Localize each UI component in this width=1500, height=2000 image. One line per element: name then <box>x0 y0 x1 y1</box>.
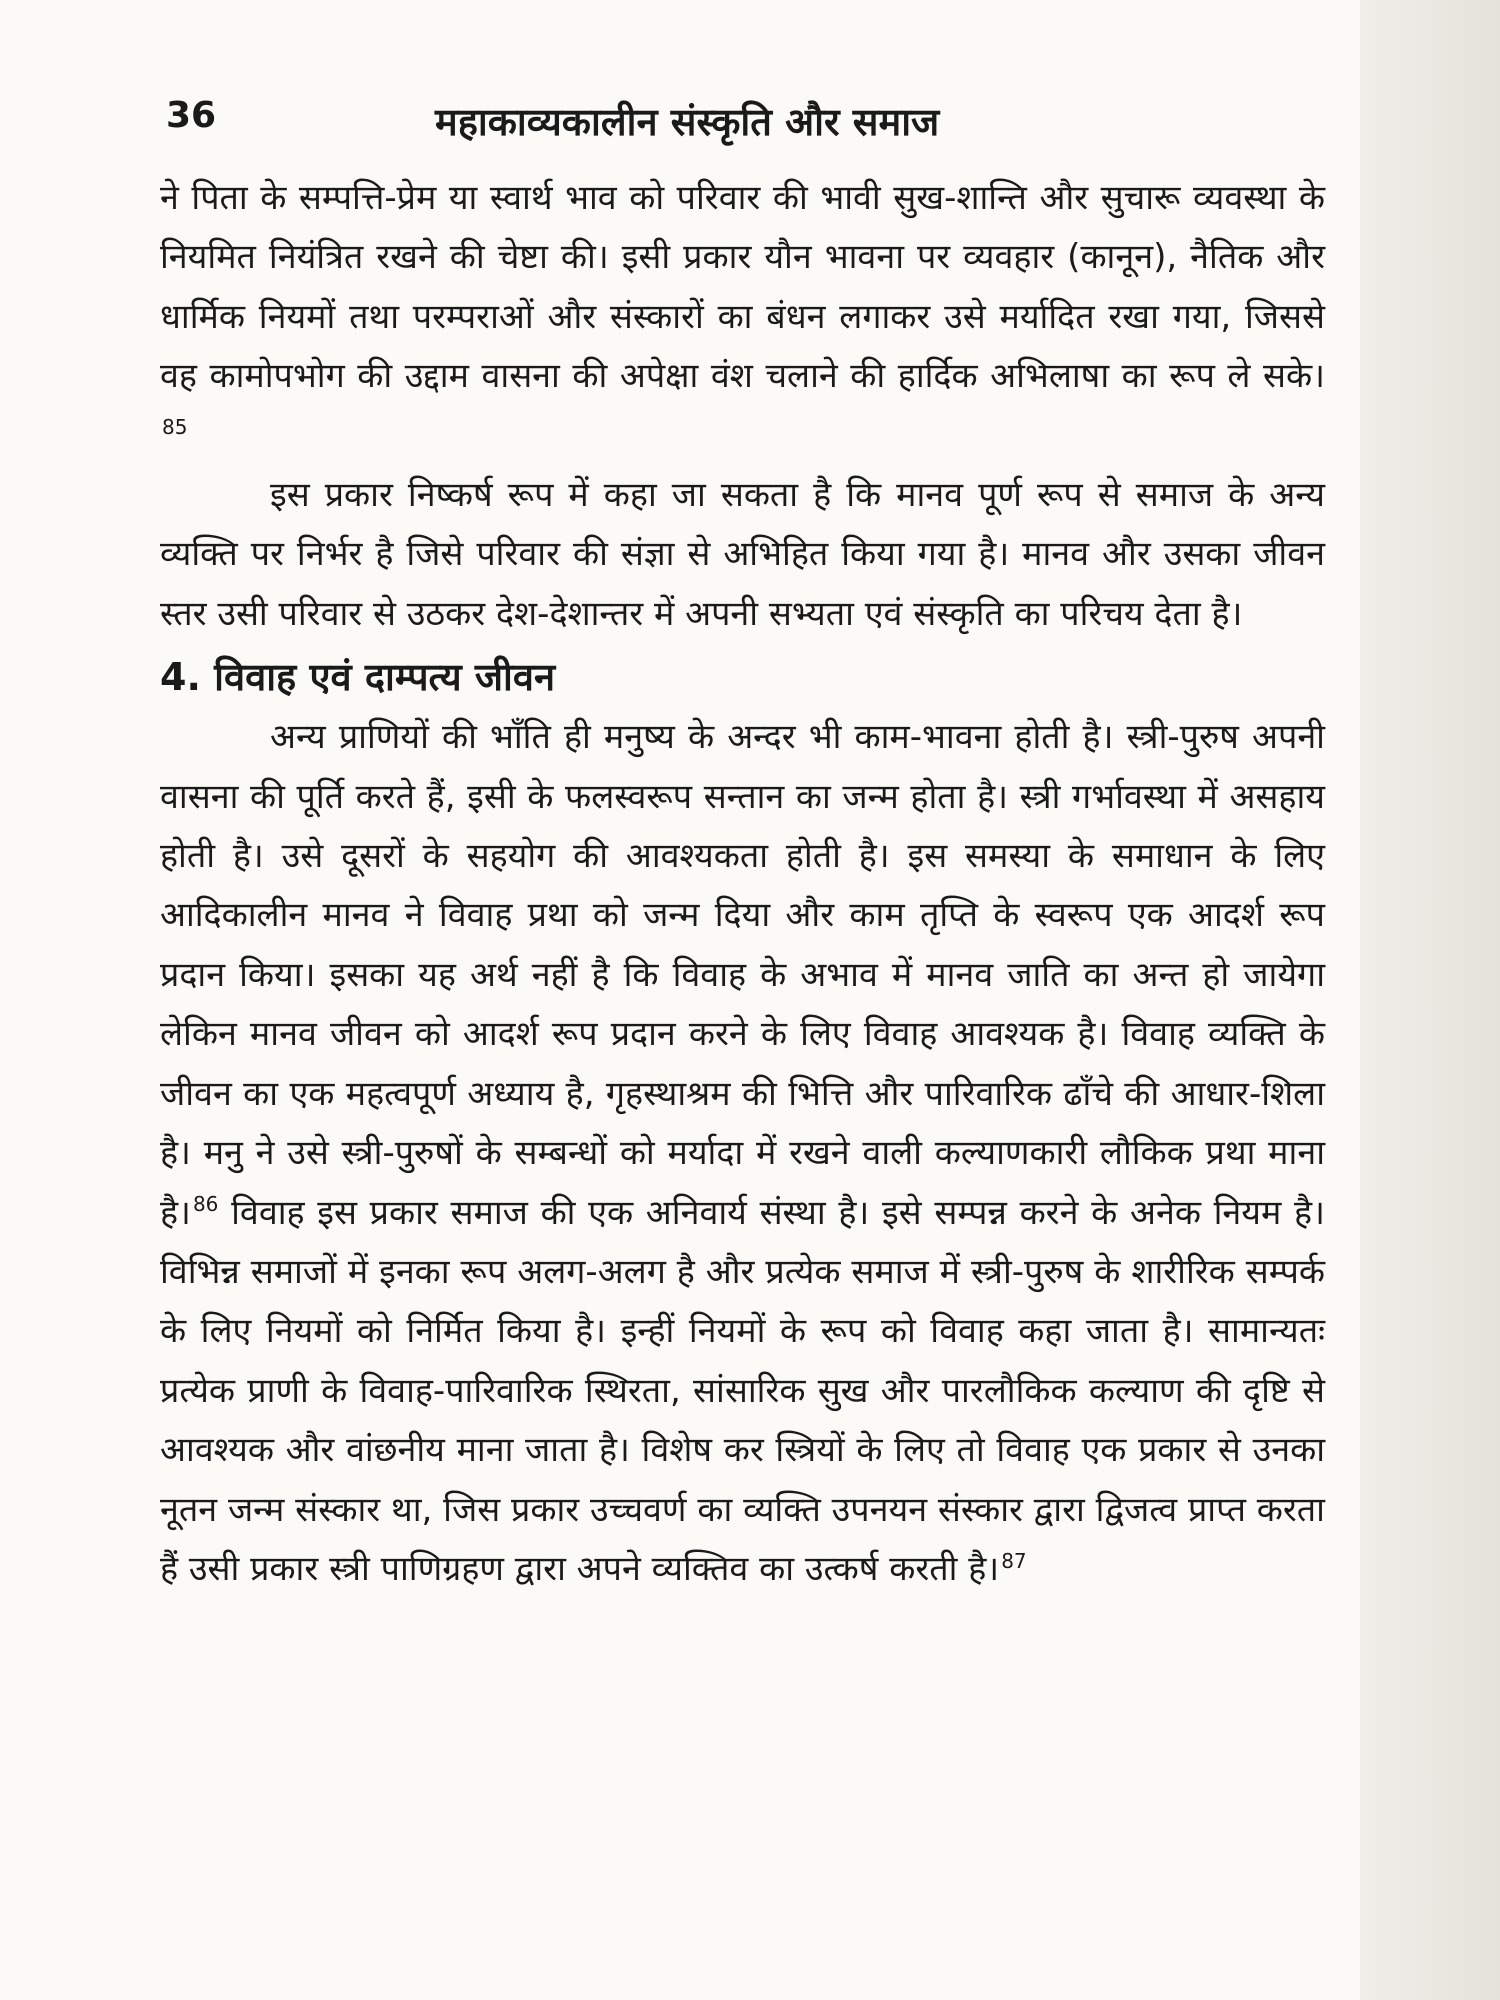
section-heading: 4. विवाह एवं दाम्पत्य जीवन <box>160 655 556 700</box>
footnote-marker: 87 <box>1001 1548 1027 1573</box>
paragraph-text: इस प्रकार निष्कर्ष रूप में कहा जा सकता है कि मानव पूर्ण रूप से समाज के अन्य व्यक्ति पर निर्भर है जिसे परिवार की संज्ञा से अभिहित किया गया है। मानव और उसका जीवन स्तर उसी परिवार से उठकर देश-देशान्तर में अपनी सभ्यता एवं संस्कृति का परिचय देता है। <box>160 475 1325 634</box>
paragraph-text: ने पिता के सम्पत्ति-प्रेम या स्वार्थ भाव को परिवार की भावी सुख-शान्ति और सुचारू व्यवस्था के नियमित नियंत्रित रखने की चेष्टा की। इसी प्रकार यौन भावना पर व्यवहार (कानून), नैतिक और धार्मिक नियमों तथा परम्पराओं और संस्कारों का बंधन लगाकर उसे मर्यादित रखा गया, जिससे वह कामोपभोग की उद्दाम वासना की अपेक्षा वंश चलाने की हार्दिक अभिलाषा का रूप ले सके। <box>160 178 1325 397</box>
paragraph-text: विवाह इस प्रकार समाज की एक अनिवार्य संस्था है। इसे सम्पन्न करने के अनेक नियम है। विभिन्न समाजों में इनका रूप अलग-अलग है और प्रत्येक समाज में स्त्री-पुरुष के शारीरिक सम्पर्क के लिए नियमों को निर्मित किया है। इन्हीं नियमों के रूप को विवाह कहा जाता है। सामान्यतः प्रत्येक प्राणी के विवाह-पारिवारिक स्थिरता, सांसारिक सुख और पारलौकिक कल्याण की दृष्टि से आवश्यक और वांछनीय माना जाता है। विशेष कर स्त्रियों के लिए तो विवाह एक प्रकार से उनका नूतन जन्म संस्कार था, जिस प्रकार उच्चवर्ण का व्यक्ति उपनयन संस्कार द्वारा द्विजत्व प्राप्त करता हैं उसी प्रकार स्त्री पाणिग्रहण द्वारा अपने व्यक्तिव का उत्कर्ष करती है। <box>160 1192 1325 1589</box>
page-header <box>160 95 1325 155</box>
paragraph-text: अन्य प्राणियों की भाँति ही मनुष्य के अन्दर भी काम-भावना होती है। स्त्री-पुरुष अपनी वासना की पूर्ति करते हैं, इसी के फलस्वरूप सन्तान का जन्म होता है। स्त्री गर्भावस्था में असहाय होती है। उसे दूसरों के सहयोग की आवश्यकता होती है। इस समस्या के समाधान के लिए आदिकालीन मानव ने विवाह प्रथा को जन्म दिया और काम तृप्ति के स्वरूप एक आदर्श रूप प्रदान किया। इसका यह अर्थ नहीं है कि विवाह के अभाव में मानव जाति का अन्त हो जायेगा लेकिन मानव जीवन को आदर्श रूप प्रदान करने के लिए विवाह आवश्यक है। विवाह व्यक्ति के जीवन का एक महत्वपूर्ण अध्याय है, गृहस्थाश्रम की भित्ति और पारिवारिक ढाँचे की आधार-शिला है। मनु ने उसे स्त्री-पुरुषों के सम्बन्धों को मर्यादा में रखने वाली कल्याणकारी लौकिक प्रथा माना है। <box>160 717 1325 1233</box>
footnote-marker: 86 <box>192 1192 219 1217</box>
running-title: महाकाव्यकालीन संस्कृति और समाज <box>435 100 940 144</box>
footnote-marker: 85 <box>162 415 188 440</box>
paragraph-conclusion <box>160 466 1325 644</box>
page-number: 36 <box>166 95 217 136</box>
paragraph-family-rules <box>160 169 1325 466</box>
paragraph-marriage <box>160 708 1325 1599</box>
page-edge-shadow <box>1360 0 1500 2000</box>
page-content <box>160 95 1325 1599</box>
